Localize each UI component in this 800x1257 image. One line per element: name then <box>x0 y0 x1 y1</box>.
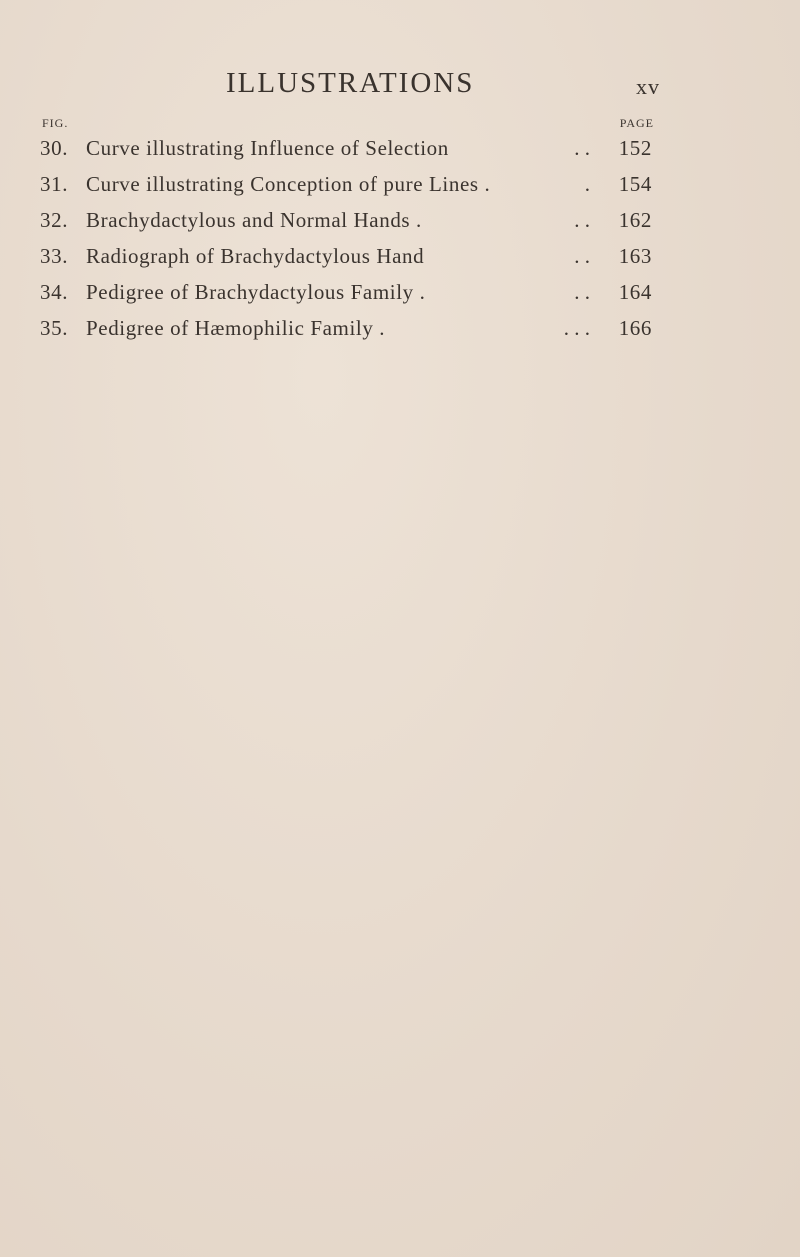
leader-dots: . . <box>574 244 590 268</box>
list-item <box>40 202 660 238</box>
figure-page: 163 <box>618 244 652 268</box>
figure-page: 162 <box>618 208 652 232</box>
list-item <box>40 310 660 346</box>
figure-number: 30. <box>40 136 69 160</box>
figure-title: Brachydactylous and Normal Hands . <box>86 208 422 232</box>
page-column-label: PAGE <box>619 116 654 130</box>
figure-number: 33. <box>40 244 69 268</box>
figure-title: Curve illustrating Conception of pure Lines . <box>86 172 491 196</box>
illustration-list <box>40 130 660 346</box>
figure-number: 32. <box>40 208 69 232</box>
figure-page: 164 <box>618 280 652 304</box>
leader-dots: . . <box>574 280 590 304</box>
figure-number: 34. <box>40 280 69 304</box>
list-item <box>40 130 660 166</box>
figure-title: Curve illustrating Influence of Selection <box>86 136 449 160</box>
figure-page: 166 <box>618 316 652 340</box>
list-item <box>40 166 660 202</box>
list-item <box>40 238 660 274</box>
fig-column-label: FIG. <box>42 116 69 130</box>
figure-title: Pedigree of Brachydactylous Family . <box>86 280 426 304</box>
leader-dots: . . <box>574 208 590 232</box>
running-head <box>40 66 660 106</box>
figure-number: 31. <box>40 172 69 196</box>
leader-dots: . . . <box>563 316 590 340</box>
list-item <box>40 274 660 310</box>
figure-title: Radiograph of Brachydactylous Hand <box>86 244 425 268</box>
leader-dots: . <box>584 172 590 196</box>
figure-title: Pedigree of Hæmophilic Family . <box>86 316 386 340</box>
figure-page: 152 <box>618 136 652 160</box>
figure-page: 154 <box>618 172 652 196</box>
page-number: xv <box>636 74 660 99</box>
figure-number: 35. <box>40 316 69 340</box>
leader-dots: . . <box>574 136 590 160</box>
page-title: ILLUSTRATIONS <box>226 67 475 99</box>
